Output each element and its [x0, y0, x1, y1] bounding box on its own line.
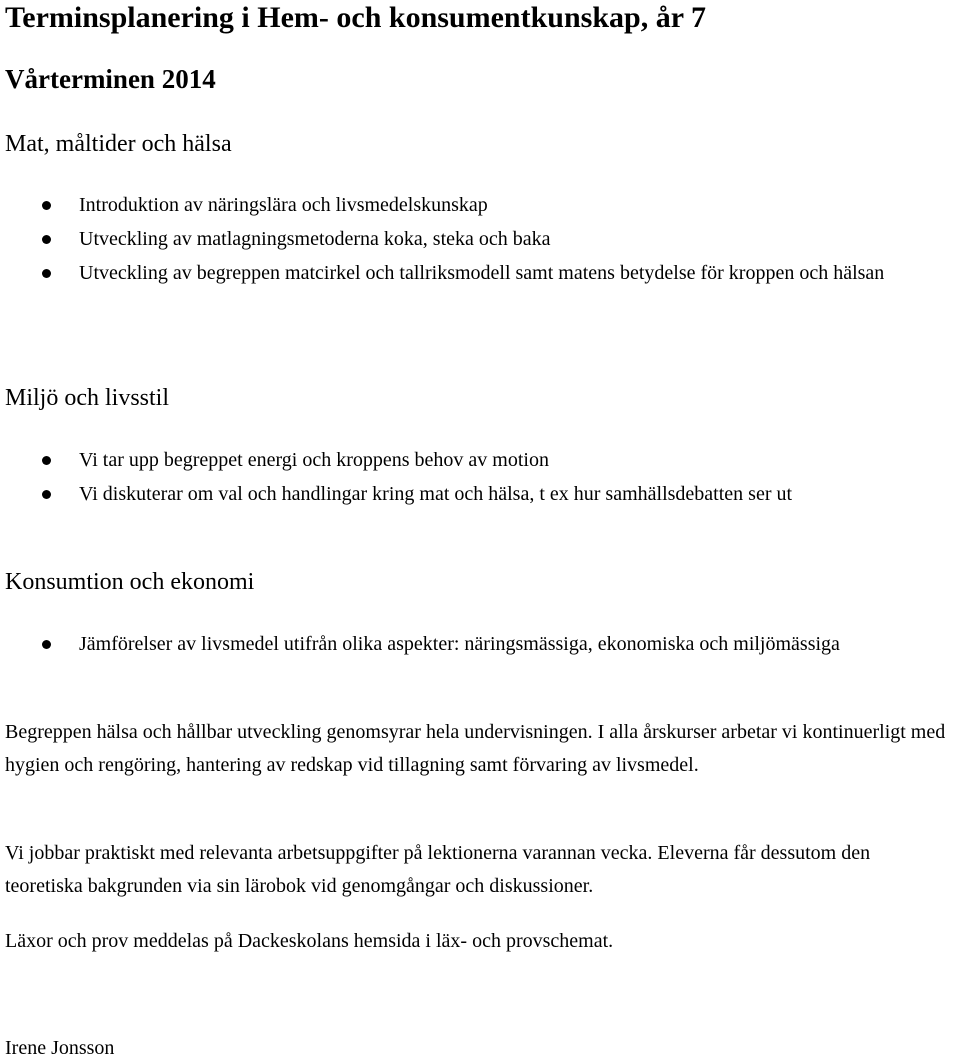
bullet-icon	[42, 235, 51, 244]
signature: Irene Jonsson	[5, 1037, 115, 1059]
list-item	[0, 256, 959, 290]
list-item	[0, 188, 959, 222]
paragraph-praktiskt: Vi jobbar praktiskt med relevanta arbetsuppgifter på lektionerna varannan vecka. Eleverna får dessutom den teoretiska bakgrunden via sin lärobok vid genomgångar och diskussioner.	[5, 842, 871, 897]
document-subtitle: Vårterminen 2014	[5, 64, 216, 94]
bullet-icon	[42, 269, 51, 278]
list-item-text: Utveckling av matlagningsmetoderna koka, steka och baka	[79, 228, 551, 250]
list-item-text: Introduktion av näringslära och livsmedelskunskap	[79, 194, 488, 216]
bullet-icon	[42, 490, 51, 499]
bullet-icon	[42, 640, 51, 649]
list-item-text: Utveckling av begreppen matcirkel och tallriksmodell samt matens betydelse för kroppen och hälsan	[79, 262, 885, 284]
list-item	[0, 222, 959, 256]
list-item-text: Jämförelser av livsmedel utifrån olika aspekter: näringsmässiga, ekonomiska och miljömässiga	[79, 633, 840, 655]
section-list-konsumtion	[0, 627, 959, 661]
list-item-text: Vi diskuterar om val och handlingar kring mat och hälsa, t ex hur samhällsdebatten ser ut	[79, 483, 793, 505]
paragraph-laxor: Läxor och prov meddelas på Dackeskolans hemsida i läx- och provschemat.	[5, 930, 614, 952]
section-list-mat	[0, 188, 959, 290]
document-title: Terminsplanering i Hem- och konsumentkunskap, år 7	[5, 1, 706, 34]
section-heading-mat: Mat, måltider och hälsa	[5, 131, 232, 157]
paragraph-halsa: Begreppen hälsa och hållbar utveckling genomsyrar hela undervisningen. I alla årskurser arbetar vi kontinuerligt med hygien och rengöring, hantering av redskap vid tillagning samt förvaring av livsmedel.	[5, 721, 946, 776]
bullet-icon	[42, 456, 51, 465]
bullet-icon	[42, 201, 51, 210]
section-heading-konsumtion: Konsumtion och ekonomi	[5, 569, 255, 595]
list-item	[0, 477, 959, 511]
list-item	[0, 443, 959, 477]
section-list-miljo	[0, 443, 959, 511]
list-item-text: Vi tar upp begreppet energi och kroppens behov av motion	[79, 449, 549, 471]
list-item	[0, 627, 959, 661]
section-heading-miljo: Miljö och livsstil	[5, 385, 170, 411]
